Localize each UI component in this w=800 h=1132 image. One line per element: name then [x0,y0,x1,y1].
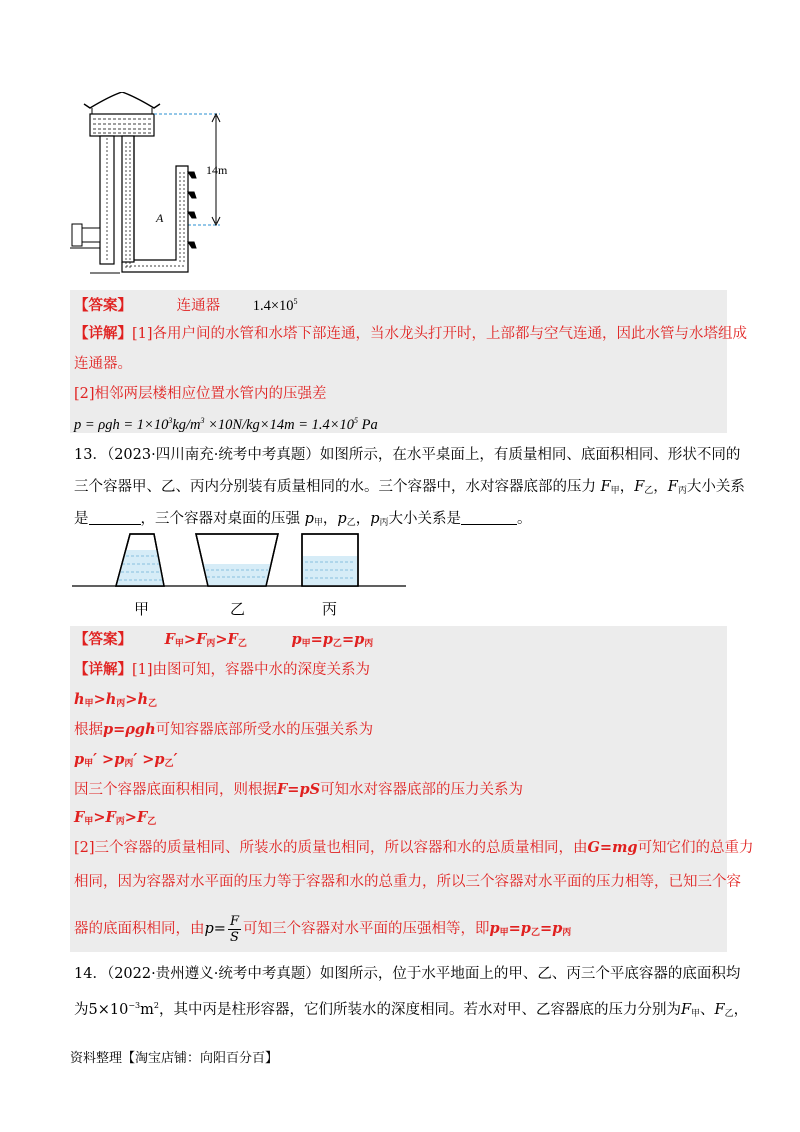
blank-2[interactable] [461,510,517,525]
blank-1[interactable] [89,510,141,525]
explanation-13-line6: $F_甲>F_丙>F_乙$ [74,809,157,827]
explanation-12-line2: 连通器。 [74,356,132,372]
explanation-13-line2: $h_甲>h_丙>h_乙$ [74,691,157,709]
explanation-13-line4: $p_甲' >p_丙' >p_乙'$ [74,751,178,769]
fraction-formula: p= $\frac{F}{S}$ [204,913,239,945]
footer-text: 资料整理【淘宝店铺：向阳百分百】 [70,1051,279,1066]
label-jia: 甲 [134,600,150,618]
containers-figure [72,528,406,620]
height-label: 14m [206,163,228,177]
point-a-label: A [156,211,164,225]
explanation-13-line8: 相同，因为容器对水平面的压力等于容器和水的总重力，所以三个容器对水平面的压力相等，已知三个容 [74,874,741,890]
question-13-line2: 三个容器甲、乙、丙内分别装有质量相同的水。三个容器中，水对容器底部的压力 $F_甲$，$F_乙$，$F_丙$大小关系 [74,479,745,496]
question-14-line2: 为$5\times 10^{-3}m^2$，其中丙是柱形容器，它们所装水的深度相同。若水对甲、乙容器底的压力分别为$F_甲$、$F_乙$， [74,1001,749,1019]
explanation-13-line1: 【详解】[1]由图可知，容器中水的深度关系为 [74,661,371,678]
explanation-12-line1: 【详解】[1]各用户间的水管和水塔下部连通，当水龙头打开时，上部都与空气连通，因此水管与水塔组成 [74,325,748,342]
question-14-line1: 14．（2022·贵州遵义·统考中考真题）如图所示，位于水平地面上的甲、乙、丙三个平底容器的底面积均 [74,966,741,982]
question-13-line3: 是 ，三个容器对桌面的压强 $p_甲$，$p_乙$，$p_丙$大小关系是 。 [74,511,532,528]
formula-12: $p = \rho gh = 1\times 10^3kg/m^3 \times 10N/kg\times 14m = 1.4\times 10^5$ Pa [74,416,378,433]
explanation-13-line7: [2]三个容器的质量相同、所装水的质量也相同，所以容器和水的总质量相同，由G=mg可知它们的总重力 [74,839,754,856]
explanation-12-line3: [2]相邻两层楼相应位置水管内的压强差 [74,386,327,402]
explanation-13-line5: 因三个容器底面积相同，则根据F=pS可知水对容器底部的压力关系为 [74,781,524,798]
label-bing: 丙 [322,600,338,618]
explanation-13-line9: 器的底面积相同，由p= $\frac{F}{S}$ 可知三个容器对水平面的压强相等，即$p_甲=p_乙=p_丙$ [74,913,572,945]
water-tower-figure [70,92,240,274]
answer-12: 【答案】 连通器 $1.4\times 10^5$ [74,297,298,314]
explanation-13-line3: 根据p=ρgh可知容器底部所受水的压强关系为 [74,721,374,738]
question-13-line1: 13．（2023·四川南充·统考中考真题）如图所示，在水平桌面上，有质量相同、底面积相同、形状不同的 [74,447,741,463]
label-yi: 乙 [230,600,246,618]
answer-13: 【答案】 $F_甲>F_丙>F_乙$ $p_甲=p_乙=p_丙$ [74,631,374,649]
